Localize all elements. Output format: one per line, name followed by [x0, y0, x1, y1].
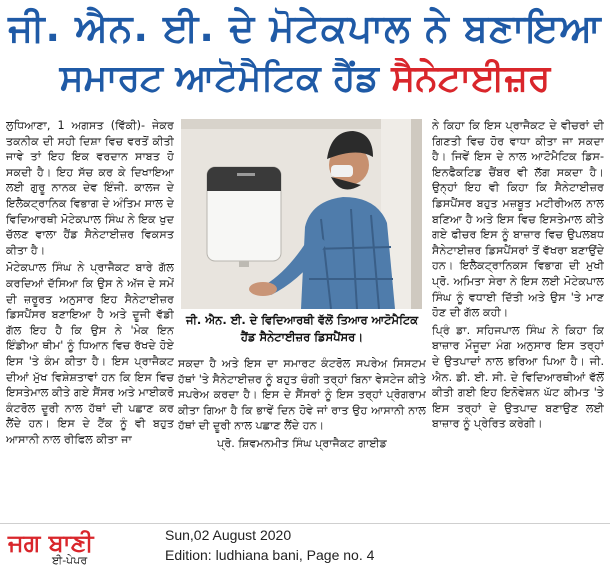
headline-line-2-accent: ਸੈਨੇਟਾਈਜ਼ਰ: [391, 58, 551, 99]
article-column-2: [178, 356, 426, 520]
article-photo: [181, 119, 422, 309]
column-2-text: ਸਕਦਾ ਹੈ ਅਤੇ ਇਸ ਦਾ ਸਮਾਰਟ ਕੰਟਰੋਲ ਸਪਰੇਅ ਸਿਸਟਮ ਹੱਥਾਂ 'ਤੇ ਸੈਨੇਟਾਈਜ਼ਰ ਨੂੰ ਬਹੁਤ ਚੰਗੀ ਤਰ੍ਹਾਂ ਬਿਨਾ ਵੇਸਟੇਜ ਕੀਤੇ ਸਪਰੇਅ ਕਰਦਾ ਹੈ। ਇਸ ਦੇ ਸੈਂਸਰਾਂ ਨੂੰ ਇਸ ਤਰ੍ਹਾਂ ਪ੍ਰੋਗਰਾਮ ਕੀਤਾ ਗਿਆ ਹੈ ਕਿ ਭਾਵੇਂ ਦਿਨ ਹੋਵੇ ਜਾਂ ਰਾਤ ਉਹ ਆਸਾਨੀ ਨਾਲ ਹੱਥਾਂ ਦੀ ਦੂਰੀ ਨਾਲ ਪਛਾਣ ਲੈਂਦੇ ਹਨ।: [178, 357, 426, 433]
footer-divider: [0, 523, 610, 524]
headline-line-2: [0, 58, 610, 100]
photo-caption: ਜੀ. ਐਨ. ਈ. ਦੇ ਵਿਦਿਆਰਥੀ ਵੱਲੋਂ ਤਿਆਰ ਆਟੋਮੈਟਿਕ ਹੈਂਡ ਸੈਨੇਟਾਈਜ਼ਰ ਡਿਸਪੈਂਸਰ।: [185, 313, 419, 344]
column-3-paragraph-1: ਨੇ ਕਿਹਾ ਕਿ ਇਸ ਪ੍ਰਾਜੈਕਟ ਦੇ ਵੀਚਰਾਂ ਦੀ ਗਿਣਤੀ ਵਿਚ ਹੋਰ ਵਾਧਾ ਕੀਤਾ ਜਾ ਸਕਦਾ ਹੈ। ਜਿਵੇਂ ਇਸ ਦੇ ਨਾਲ ਆਟੋਮੈਟਿਕ ਡਿਸ-ਇਨਫੈਕਟਿਡ ਚੈਂਬਰ ਵੀ ਲੱਗ ਸਕਦਾ ਹੈ। ਉਨ੍ਹਾਂ ਇਹ ਵੀ ਕਿਹਾ ਕਿ ਸੈਨੇਟਾਈਜ਼ਰ ਡਿਸਪੈਂਸਰ ਬਹੁਤ ਮਜ਼ਬੂਤ ਮਟੀਰੀਅਲ ਨਾਲ ਬਣਿਆ ਹੈ ਅਤੇ ਇਸ ਵਿਚ ਇਸਤੇਮਾਲ ਕੀਤੇ ਗਏ ਫੀਚਰ ਇਸ ਨੂੰ ਬਾਜ਼ਾਰ ਵਿਚ ਉਪਲਬਧ ਸੈਨੇਟਾਈਜ਼ਰ ਡਿਸਪੈਂਸਰਾਂ ਤੋਂ ਵੱਖਰਾ ਬਣਾਉਂਦੇ ਹਨ। ਇਲੈਕਟ੍ਰਾਨਿਕਸ ਵਿਭਾਗ ਦੀ ਮੁਖੀ ਪ੍ਰੋ. ਅਮਿਤਾ ਸੇਰਾ ਨੇ ਇਸ ਲਈ ਮੋਟੇਕਪਾਲ ਸਿੰਘ ਨੂੰ ਵਧਾਈ ਦਿੱਤੀ ਅਤੇ ਉਸ 'ਤੇ ਮਾਣ ਹੋਣ ਦੀ ਗੱਲ ਕਹੀ।: [432, 119, 604, 320]
headline-line-2-prefix: ਸਮਾਰਟ ਆਟੋਮੈਟਿਕ ਹੈਂਡ: [59, 58, 379, 99]
column-1-paragraph-1: ਲੁਧਿਆਣਾ, 1 ਅਗਸਤ (ਵਿੱਕੀ)- ਜੇਕਰ ਤਕਨੀਕ ਦੀ ਸਹੀ ਦਿਸ਼ਾ ਵਿਚ ਵਰਤੋਂ ਕੀਤੀ ਜਾਵੇ ਤਾਂ ਇਹ ਇਕ ਵਰਦਾਨ ਸਾਬਤ ਹੋ ਸਕਦੀ ਹੈ। ਇਹ ਸੱਚ ਕਰ ਕੇ ਦਿਖਾਇਆ ਲਈ ਗੁਰੂ ਨਾਨਕ ਦੇਵ ਇੰਜੀ. ਕਾਲਜ ਦੇ ਇਲੈਕਟ੍ਰਾਨਿਕ ਵਿਭਾਗ ਦੇ ਅੰਤਿਮ ਸਾਲ ਦੇ ਵਿਦਿਆਰਥੀ ਮੋਟੇਕਪਾਲ ਸਿੰਘ ਨੇ ਇਕ ਖੁਦ ਚੱਲਣ ਵਾਲਾ ਹੈਂਡ ਸੈਨੇਟਾਈਜ਼ਰ ਵਿਕਸਤ ਕੀਤਾ ਹੈ।: [6, 119, 174, 257]
publication-date: Sun,02 August 2020: [165, 527, 292, 543]
article-column-1: [6, 118, 174, 520]
logo-main-text: ਜਗ ਬਾਣੀ: [8, 528, 94, 557]
headline-line-1: ਜੀ. ਐਨ. ਈ. ਦੇ ਮੋਟੇਕਪਾਲ ਨੇ ਬਣਾਇਆ: [8, 6, 602, 50]
article-column-3: [432, 118, 604, 518]
photo-student-with-dispenser: [181, 119, 422, 309]
column-2-signature: ਪ੍ਰੋ. ਸ਼ਿਵਮਨਮੀਤ ਸਿੰਘ ਪ੍ਰਾਜੈਕਟ ਗਾਈਡ: [217, 436, 387, 450]
jagbani-logo: [8, 528, 158, 568]
edition-info: Edition: ludhiana bani, Page no. 4: [165, 547, 375, 563]
column-1-paragraph-2: ਮੋਟੇਕਪਾਲ ਸਿੰਘ ਨੇ ਪ੍ਰਾਜੈਕਟ ਬਾਰੇ ਗੱਲ ਕਰਦਿਆਂ ਦੱਸਿਆ ਕਿ ਉਸ ਨੇ ਅੱਜ ਦੇ ਸਮੇਂ ਦੀ ਜ਼ਰੂਰਤ ਅਨੁਸਾਰ ਇਹ ਸੈਨੇਟਾਈਜ਼ਰ ਡਿਸਪੈਂਸਰ ਬਣਾਇਆ ਹੈ ਅਤੇ ਦੂਜੀ ਵੱਡੀ ਗੱਲ ਇਹ ਹੈ ਕਿ ਉਸ ਨੇ 'ਮੇਕ ਇਨ ਇੰਡੀਆ ਥੀਮ' ਨੂੰ ਧਿਆਨ ਵਿਚ ਰੱਖਦੇ ਹੋਏ ਇਸ 'ਤੇ ਕੰਮ ਕੀਤਾ ਹੈ। ਇਸ ਪ੍ਰਾਜੈਕਟ ਦੀਆਂ ਮੁੱਖ ਵਿਸ਼ੇਸ਼ਤਾਵਾਂ ਹਨ ਕਿ ਇਸ ਵਿਚ ਇਸਤੇਮਾਲ ਕੀਤੇ ਗਏ ਸੈਂਸਰ ਅਤੇ ਮਾਈਕਰੋ ਕੰਟਰੋਲ ਦੂਰੀ ਨਾਲ ਹੱਥਾਂ ਦੀ ਪਛਾਣ ਕਰ ਲੈਂਦੇ ਹਨ। ਇਸ ਦੇ ਟੈਂਕ ਨੂੰ ਵੀ ਬਹੁਤ ਆਸਾਨੀ ਨਾਲ ਰੀਫਿਲ ਕੀਤਾ ਜਾ: [6, 261, 174, 446]
column-3-paragraph-2: ਪ੍ਰਿੰ ਡਾ. ਸਹਿਜਪਾਲ ਸਿੰਘ ਨੇ ਕਿਹਾ ਕਿ ਬਾਜ਼ਾਰ ਮੌਜੂਦਾ ਮੰਗ ਅਨੁਸਾਰ ਇਸ ਤਰ੍ਹਾਂ ਦੇ ਉਤਪਾਦਾਂ ਨਾਲ ਭਰਿਆ ਪਿਆ ਹੈ। ਜੀ. ਐਨ. ਡੀ. ਈ. ਸੀ. ਦੇ ਵਿਦਿਆਰਥੀਆਂ ਵੱਲੋਂ ਕੀਤੀ ਗਈ ਇਹ ਇਨੋਵੇਸ਼ਨ ਘੱਟ ਕੀਮਤ 'ਤੇ ਇਸ ਤਰ੍ਹਾਂ ਦੇ ਉਤਪਾਦ ਬਣਾਉਣ ਲਈ ਬਾਜ਼ਾਰ ਨੂੰ ਪ੍ਰੇਰਿਤ ਕਰੇਗੀ।: [432, 323, 604, 431]
logo-sub-text: ਈ-ਪੇਪਰ: [52, 554, 88, 567]
